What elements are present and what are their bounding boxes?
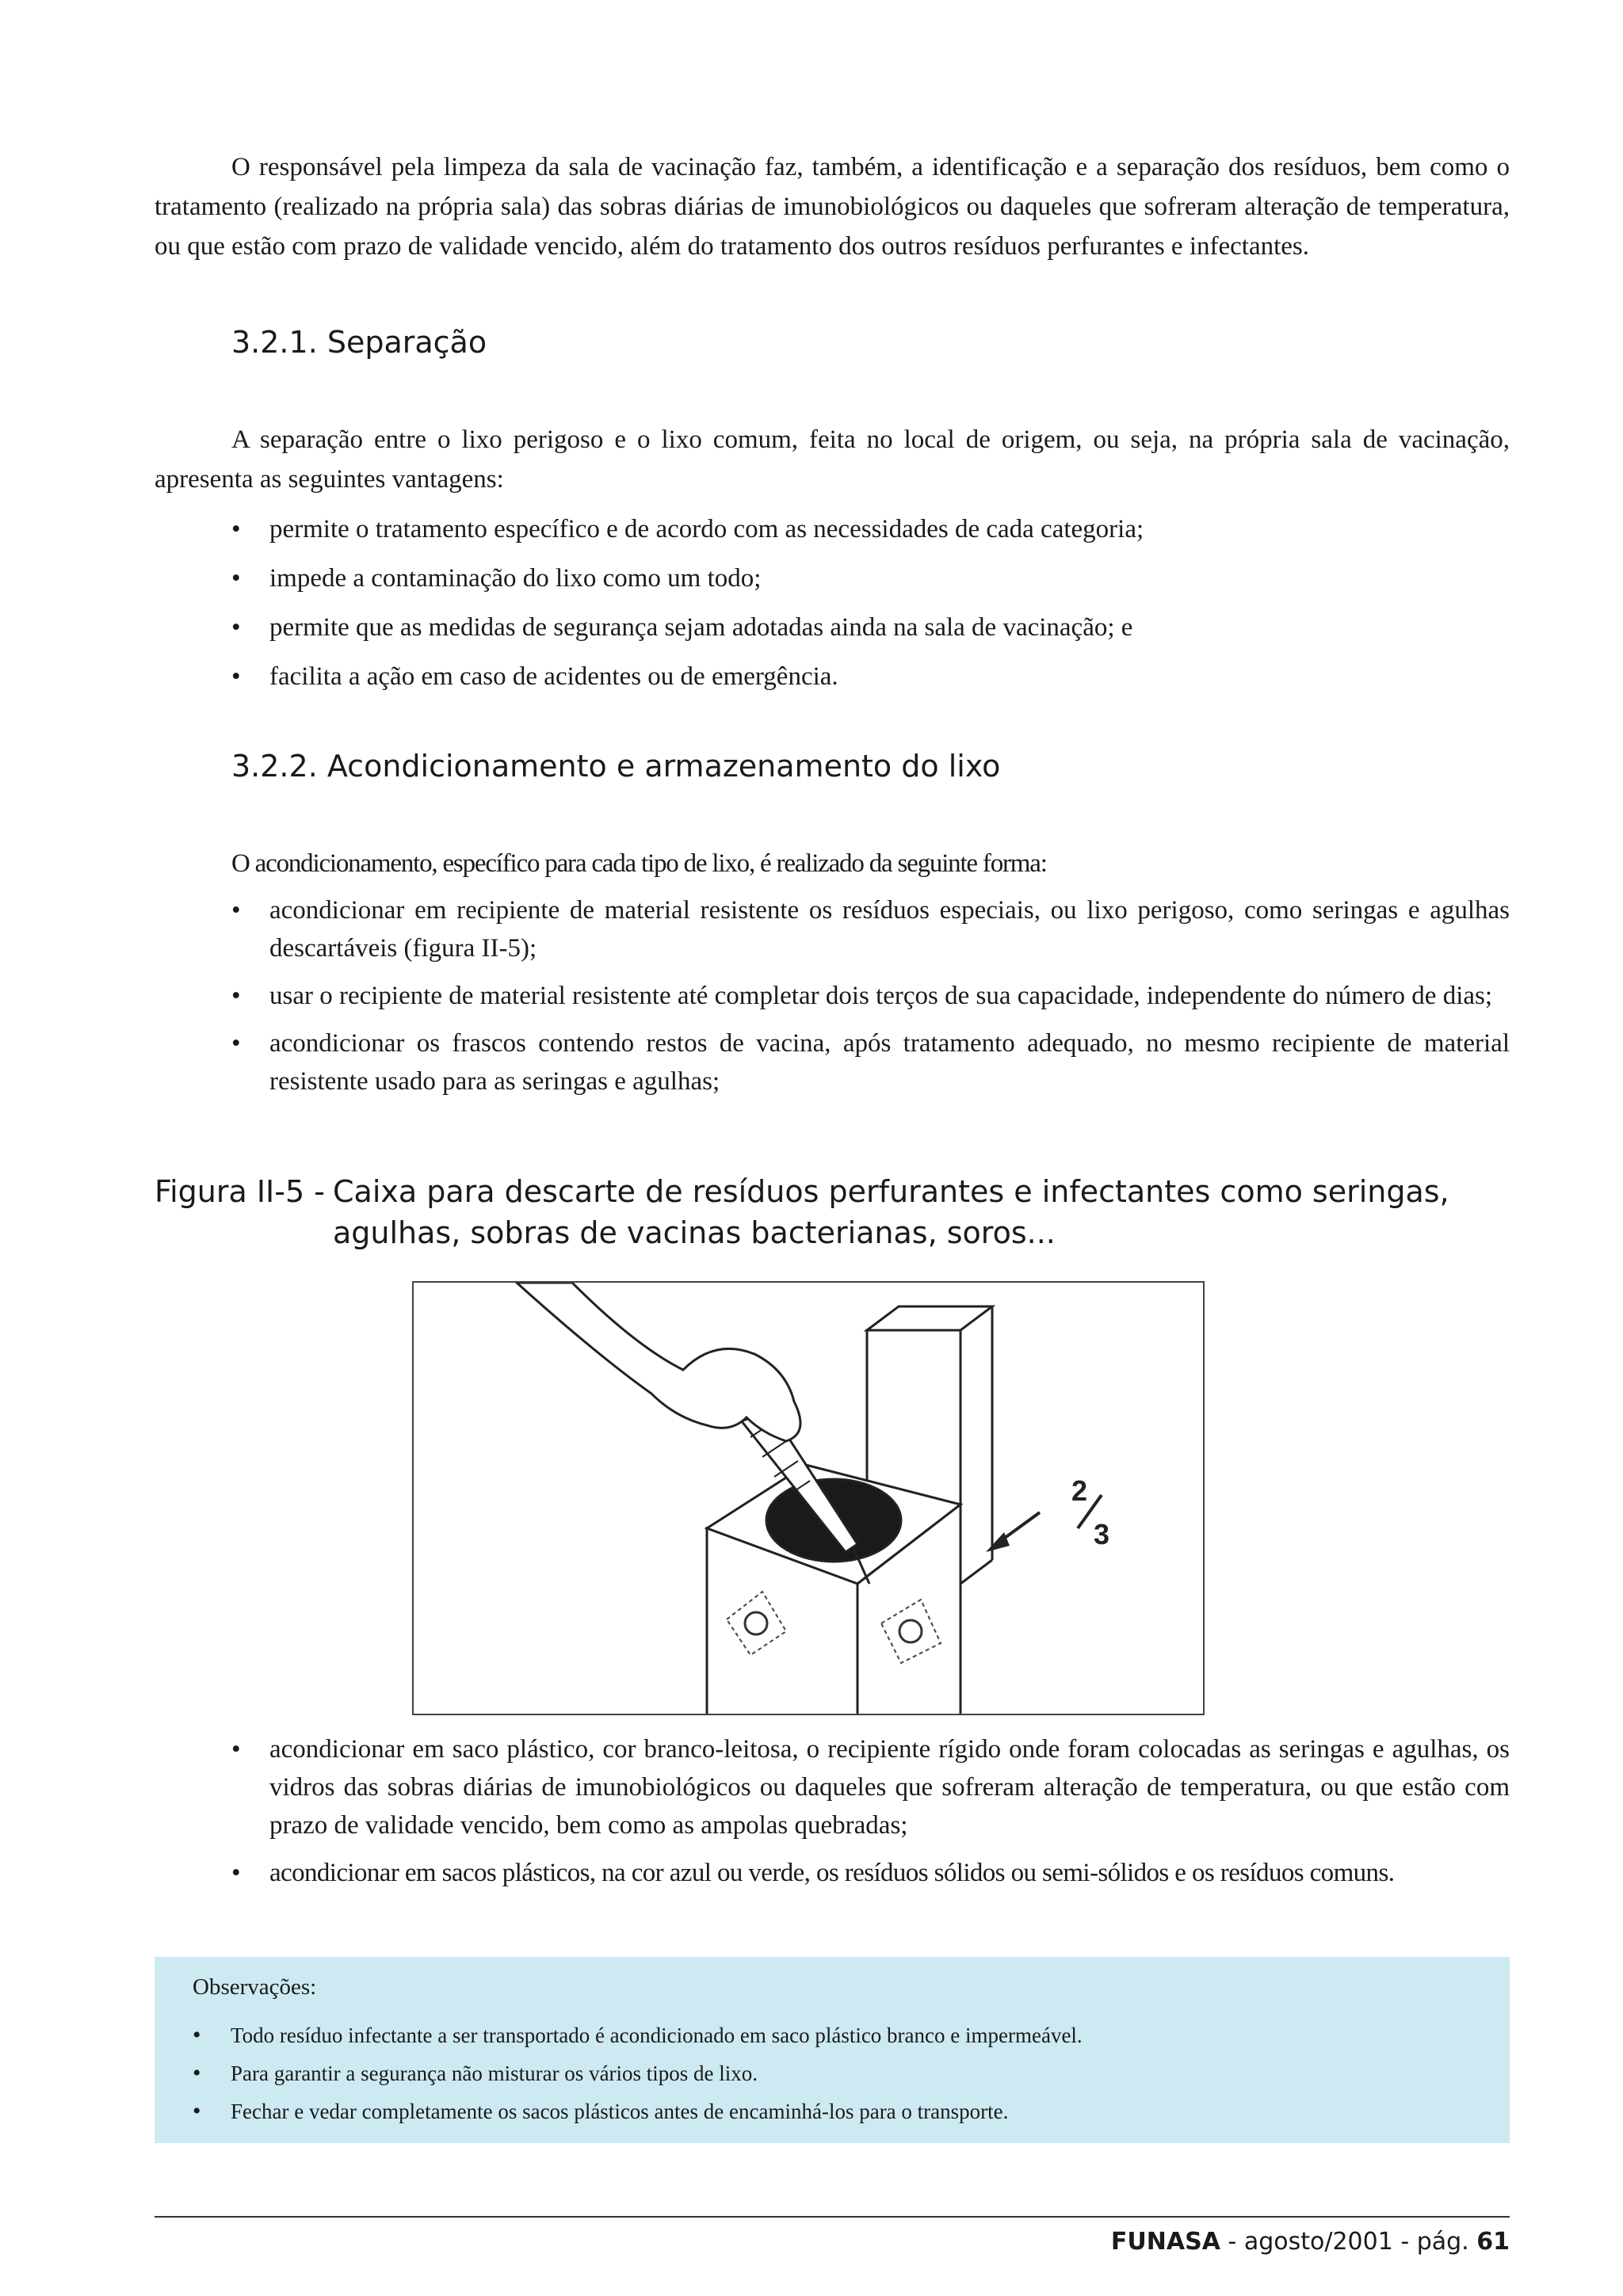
intro-paragraph bbox=[155, 147, 1510, 266]
bullet-icon: • bbox=[231, 515, 241, 543]
separacao-paragraph: A separação entre o lixo perigoso e o lixo comum, feita no local de origem, ou seja, na própria sala de vacinação, apresenta as seguintes vantagens: bbox=[155, 425, 1510, 494]
bullet-icon: • bbox=[231, 564, 241, 593]
acondicionamento-list-2 bbox=[155, 1730, 1510, 1892]
list-item: • Todo resíduo infectante a ser transportado é acondicionado em saco plástico branco e impermeável. bbox=[193, 2016, 1472, 2054]
footer-brand: FUNASA bbox=[1110, 2228, 1220, 2256]
acondicionamento-paragraph: O acondicionamento, específico para cada tipo de lixo, é realizado da seguinte forma: bbox=[231, 849, 1047, 878]
list-item: • permite o tratamento específico e de acordo com as necessidades de cada categoria; bbox=[155, 510, 1510, 548]
intro-text: O responsável pela limpeza da sala de vacinação faz, também, a identificação e a separação dos resíduos, bem como o tratamento (realizado na própria sala) das sobras diárias de imunobiológicos ou daqueles que sofreram alteração de temperatura, ou que estão com prazo de validade vencido, além do tratamento dos outros resíduos perfurantes e infectantes. bbox=[155, 153, 1510, 261]
section-heading-separacao: 3.2.1. Separação bbox=[231, 325, 487, 360]
bullet-icon: • bbox=[231, 662, 241, 691]
list-item: • Fechar e vedar completamente os sacos plásticos antes de encaminhá-los para o transporte. bbox=[193, 2092, 1472, 2130]
observations-box bbox=[155, 1957, 1510, 2143]
figure-caption-label: Figura II-5 - bbox=[155, 1174, 325, 1209]
list-item: • acondicionar em recipiente de material resistente os resíduos especiais, ou lixo perigoso, como seringas e agulhas descartáveis (figura II-5); bbox=[155, 891, 1510, 967]
bullet-icon: • bbox=[193, 2022, 201, 2048]
list-item: • acondicionar em saco plástico, cor branco-leitosa, o recipiente rígido onde foram colocadas as seringas e agulhas, os vidros das sobras diárias de imunobiológicos ou daqueles que sofreram alteração de temperatura, ou que estão com prazo de validade vencido, bem como as ampolas quebradas; bbox=[155, 1730, 1510, 1844]
fraction-denominator: 3 bbox=[1094, 1518, 1110, 1550]
section-separacao-body bbox=[155, 420, 1510, 696]
figure-caption bbox=[155, 1171, 1510, 1253]
section-acondicionamento-body bbox=[155, 844, 1510, 1100]
observations-list bbox=[193, 2016, 1472, 2130]
page-footer bbox=[1111, 2228, 1510, 2256]
list-item: • usar o recipiente de material resistente até completar dois terços de sua capacidade, independente do número de dias; bbox=[155, 977, 1510, 1015]
acondicionamento-list-continued bbox=[155, 1730, 1510, 1892]
sharps-box-illustration bbox=[414, 1283, 1203, 1714]
bullet-icon: • bbox=[231, 1029, 241, 1058]
observations-title: Observações: bbox=[193, 1974, 317, 2000]
list-item: • permite que as medidas de segurança sejam adotadas ainda na sala de vacinação; e bbox=[155, 608, 1510, 646]
section-heading-acondicionamento: 3.2.2. Acondicionamento e armazenamento do lixo bbox=[231, 749, 1001, 784]
bullet-icon: • bbox=[231, 982, 241, 1010]
list-item: • acondicionar os frascos contendo restos de vacina, após tratamento adequado, no mesmo recipiente de material resistente usado para as seringas e agulhas; bbox=[155, 1024, 1510, 1100]
bullet-icon: • bbox=[193, 2098, 201, 2124]
list-item: • Para garantir a segurança não misturar os vários tipos de lixo. bbox=[193, 2054, 1472, 2092]
list-item: • acondicionar em sacos plásticos, na cor azul ou verde, os resíduos sólidos ou semi-sólidos e os resíduos comuns. bbox=[155, 1854, 1510, 1892]
bullet-icon: • bbox=[231, 1859, 240, 1887]
acondicionamento-list bbox=[155, 891, 1510, 1100]
page-number: 61 bbox=[1476, 2228, 1510, 2256]
list-item: • impede a contaminação do lixo como um todo; bbox=[155, 559, 1510, 597]
bullet-icon: • bbox=[231, 613, 241, 642]
list-item: • facilita a ação em caso de acidentes ou de emergência. bbox=[155, 658, 1510, 696]
footer-date: - agosto/2001 - pág. bbox=[1220, 2228, 1477, 2256]
separacao-list bbox=[155, 510, 1510, 696]
figure-sharps-disposal-box bbox=[412, 1281, 1205, 1715]
figure-caption-text: Caixa para descarte de resíduos perfurantes e infectantes como seringas, agulhas, sobras de vacinas bacterianas, soros... bbox=[333, 1174, 1449, 1250]
bullet-icon: • bbox=[193, 2060, 201, 2086]
fraction-numerator: 2 bbox=[1071, 1474, 1088, 1507]
bullet-icon: • bbox=[231, 1735, 241, 1764]
footer-divider bbox=[155, 2216, 1510, 2218]
bullet-icon: • bbox=[231, 896, 241, 925]
